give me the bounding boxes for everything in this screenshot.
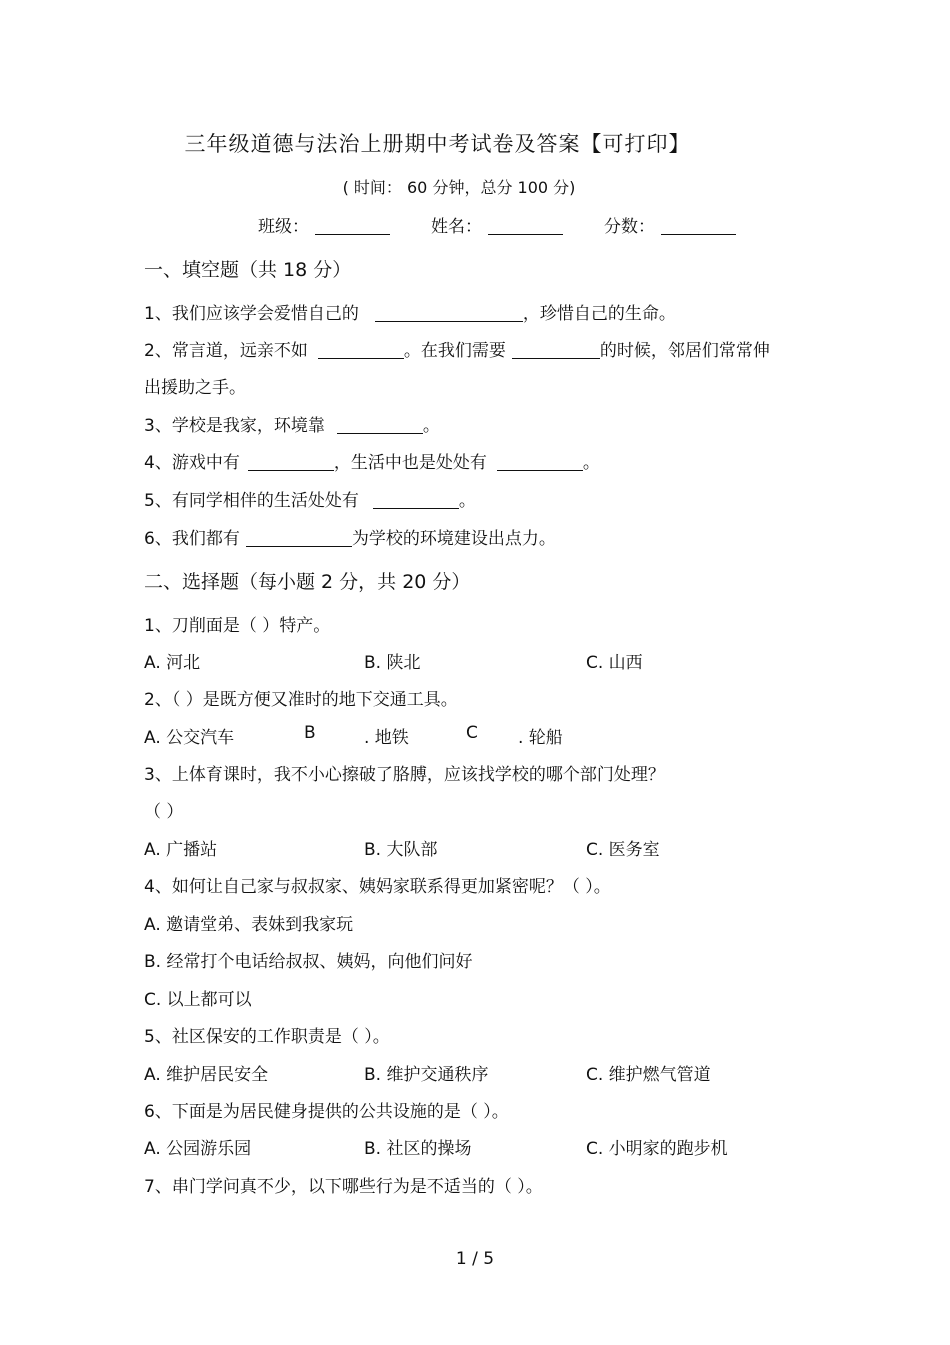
score-field [604, 212, 736, 237]
choice-question-6: 6、下面是为居民健身提供的公共设施的是（ ）。 [144, 1102, 509, 1122]
class-blank [315, 216, 390, 235]
option-b: B. 大队部 [364, 840, 438, 860]
choice-question-2: 2、（ ）是既方便又准时的地下交通工具。 [144, 690, 458, 710]
option-b: B. 经常打个电话给叔叔、姨妈，向他们问好 [144, 952, 473, 972]
class-label: 班级： [258, 217, 309, 237]
page-title: 三年级道德与法治上册期中考试卷及答案【可打印】 [184, 132, 691, 156]
answer-blank [512, 340, 600, 359]
name-field [431, 212, 563, 237]
answer-blank [318, 340, 404, 359]
option-a: A. 广播站 [144, 840, 218, 860]
option-a: A. 公交汽车 [144, 728, 235, 748]
answer-blank [246, 528, 352, 547]
name-label: 姓名： [431, 217, 482, 237]
choice-question-3: 3、上体育课时，我不小心擦破了胳膊，应该找学校的哪个部门处理？ [144, 765, 665, 785]
class-field [258, 212, 390, 237]
exam-subtitle: ( 时间： 60 分钟，总分 100 分) [342, 178, 576, 197]
option-c: C. 维护燃气管道 [586, 1065, 711, 1085]
section2-heading: 二、选择题（每小题 2 分，共 20 分） [144, 571, 471, 593]
option-a: A. 公园游乐园 [144, 1139, 252, 1159]
option-c: C. 以上都可以 [144, 990, 252, 1010]
answer-blank [337, 415, 423, 434]
fill-question-3: 3、学校是我家，环境靠 。 [144, 416, 440, 436]
option-b: B. 陕北 [364, 653, 421, 673]
choice-question-5: 5、社区保安的工作职责是（ ）。 [144, 1027, 390, 1047]
fill-question-2-line2: 出援助之手。 [144, 378, 246, 398]
answer-blank [248, 452, 334, 471]
choice-question-3-line2: （ ） [144, 802, 184, 822]
option-a: A. 维护居民安全 [144, 1065, 269, 1085]
choice-question-1: 1、刀削面是（ ）特产。 [144, 616, 331, 636]
fill-question-4: 4、游戏中有 ，生活中也是处处有 。 [144, 453, 600, 473]
section1-heading: 一、填空题（共 18 分） [144, 259, 352, 281]
option-c: . 轮船 [518, 728, 563, 748]
option-b: B. 维护交通秩序 [364, 1065, 489, 1085]
answer-blank [497, 452, 583, 471]
choice-question-7: 7、串门学问真不少，以下哪些行为是不适当的（ ）。 [144, 1177, 543, 1197]
option-c: C. 医务室 [586, 840, 660, 860]
option-c-letter: C [466, 723, 478, 743]
score-blank [661, 216, 736, 235]
option-a: A. 河北 [144, 653, 201, 673]
answer-blank [375, 303, 523, 322]
score-label: 分数： [604, 217, 655, 237]
answer-blank [373, 490, 459, 509]
page-number: 1 / 5 [455, 1249, 495, 1269]
option-b-letter: B [304, 723, 316, 743]
choice-question-4: 4、如何让自己家与叔叔家、姨妈家联系得更加紧密呢？（ ）。 [144, 877, 611, 897]
name-blank [488, 216, 563, 235]
option-a: A. 邀请堂弟、表妹到我家玩 [144, 915, 354, 935]
fill-question-5: 5、有同学相伴的生活处处有 。 [144, 491, 476, 511]
option-c: C. 山西 [586, 653, 643, 673]
option-b: . 地铁 [364, 728, 409, 748]
fill-question-6: 6、我们都有 为学校的环境建设出点力。 [144, 529, 556, 549]
option-b: B. 社区的操场 [364, 1139, 472, 1159]
option-c: C. 小明家的跑步机 [586, 1139, 728, 1159]
fill-question-2: 2、常言道，远亲不如 。在我们需要 的时候，邻居们常常伸 [144, 341, 770, 361]
fill-question-1: 1、我们应该学会爱惜自己的 ，珍惜自己的生命。 [144, 304, 676, 324]
